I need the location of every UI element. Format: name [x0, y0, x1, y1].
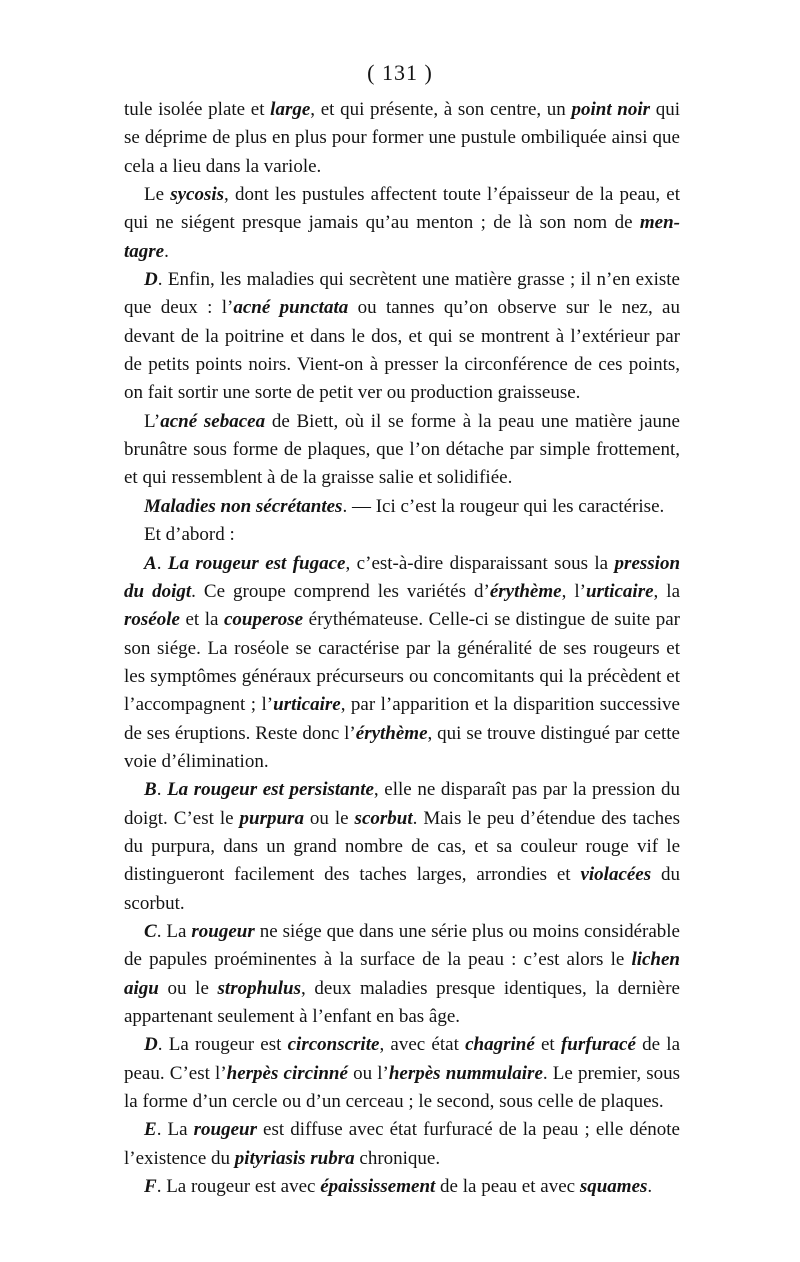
text-run: du scorbut.: [124, 864, 681, 914]
text-run: , avec état: [379, 1034, 466, 1056]
text-run: ou le: [158, 977, 218, 999]
italic-term: A: [144, 552, 157, 574]
paragraph: [124, 493, 680, 521]
text-run: et: [534, 1034, 561, 1056]
italic-term: herpès circinné: [226, 1062, 348, 1084]
paragraph: [124, 408, 680, 493]
text-run: Et d’abord :: [144, 524, 235, 546]
italic-term: point noir: [571, 99, 651, 120]
italic-term: couperose: [223, 609, 304, 631]
text-run: , deux maladies presque identiques, la dernière appartenant seulement à l’enfant en bas âge.: [124, 977, 680, 1027]
italic-term: E: [144, 1119, 157, 1141]
text-run: , qui se trouve distingué par cette voie d’élimination.: [124, 722, 680, 772]
text-run: érythémateuse. Celle-ci se distingue de suite par son siége. La roséole se caractérise par la généralité de ses rougeurs et les symptômes généraux précurseurs ou concomitants qui la précèdent et l’accompagnent ; l’: [124, 609, 680, 716]
italic-term: sycosis: [170, 184, 225, 206]
italic-term: large: [270, 99, 311, 120]
page-number: ( 131 ): [367, 60, 433, 85]
body-text: [124, 96, 680, 1201]
paragraph: [124, 521, 680, 549]
paragraph: [124, 918, 680, 1031]
text-run: .: [156, 779, 168, 801]
text-run: .: [647, 1176, 653, 1198]
text-run: , par l’apparition et la disparition successive de ses éruptions. Reste donc l’: [124, 694, 680, 744]
italic-term: épaississement: [320, 1176, 436, 1198]
italic-term: rougeur: [191, 920, 255, 942]
text-run: . La rougeur est: [157, 1034, 288, 1056]
text-run: ou l’: [347, 1062, 389, 1084]
text-run: , c’est-à-dire disparaissant sous la: [345, 552, 615, 574]
italic-term: érythème: [355, 722, 428, 744]
italic-term: urticaire: [273, 694, 341, 716]
text-run: , et qui présente, à son centre, un: [310, 99, 572, 120]
paragraph: [124, 266, 680, 408]
italic-term: mentagre: [124, 212, 680, 262]
italic-term: squames: [579, 1176, 648, 1198]
text-run: .: [156, 552, 168, 574]
text-run: , elle ne disparaît pas par la pression du doigt. C’est le: [124, 779, 680, 829]
italic-term: rougeur: [193, 1119, 257, 1141]
paragraph: [124, 550, 680, 777]
italic-term: lichen aigu: [124, 949, 680, 999]
italic-term: strophulus: [217, 977, 301, 999]
italic-term: pression du doigt: [124, 552, 681, 602]
italic-term: acné punctata: [233, 297, 349, 319]
text-run: , la: [653, 580, 681, 602]
text-run: . Mais le peu d’étendue des taches du purpura, dans un grand nombre de cas, et sa couleur rouge vif le distingueront facilement des taches larges, arrondies et: [124, 807, 680, 886]
text-run: , dont les pustules affectent toute l’épaisseur de la peau, et qui ne siégent presque jamais qu’au menton ; de là son nom de: [124, 184, 681, 234]
text-run: et la: [179, 609, 224, 631]
italic-term: scorbut: [354, 807, 413, 829]
text-run: Le: [144, 184, 171, 206]
italic-term: B: [144, 779, 157, 801]
paragraph: [124, 96, 680, 181]
italic-term: érythème: [489, 580, 562, 602]
text-run: de Biett, où il se forme à la peau une matière jaune brunâtre sous forme de plaques, que l’on détache par simple frottement, et qui ressemblent à de la graisse salie et solidifiée.: [124, 410, 680, 489]
text-run: . — Ici c’est la rougeur qui les caractérise.: [342, 495, 665, 517]
italic-term: F: [144, 1176, 157, 1198]
text-run: L’: [144, 410, 161, 432]
text-run: . La: [156, 1119, 194, 1141]
italic-term: violacées: [580, 864, 652, 886]
italic-term: herpès nummulaire: [388, 1062, 543, 1084]
text-run: tule isolée plate et: [124, 99, 271, 120]
text-run: . Le premier, sous la forme d’un cercle ou d’un cerceau ; le second, sous celle de plaques.: [124, 1062, 681, 1113]
text-run: de la peau et avec: [435, 1176, 580, 1198]
italic-term: purpura: [239, 807, 304, 829]
italic-term: acné sebacea: [160, 410, 266, 432]
italic-term: D: [144, 1034, 158, 1056]
text-run: . Ce groupe comprend les variétés d’: [191, 580, 490, 602]
italic-term: circonscrite: [287, 1034, 380, 1056]
paragraph: [124, 181, 680, 266]
text-run: est diffuse avec état furfuracé de la peau ; elle dénote l’existence du: [124, 1119, 680, 1169]
text-run: ou tannes qu’on observe sur le nez, au devant de la poitrine et dans le dos, et qui se montrent à l’extérieur par de petits points noirs. Vient-on à presser la circonférence de ces points, on fait sortir une sorte de petit ver ou production graisseuse.: [124, 297, 680, 404]
italic-term: furfuracé: [560, 1034, 636, 1056]
text-run: , l’: [561, 580, 586, 602]
text-run: ne siége que dans une série plus ou moins considérable de papules proéminentes à la surface de la peau : c’est alors le: [124, 920, 680, 971]
text-run: de la peau. C’est l’: [124, 1034, 680, 1084]
italic-term: D: [144, 269, 158, 291]
text-run: . La: [156, 920, 192, 942]
paragraph: [124, 776, 680, 918]
italic-term: roséole: [124, 609, 180, 631]
italic-term: urticaire: [585, 580, 654, 602]
italic-term: chagriné: [465, 1034, 535, 1056]
text-run: qui se déprime de plus en plus pour former une pustule ombiliquée ainsi que cela a lieu dans la variole.: [124, 99, 680, 177]
paragraph: [124, 1173, 680, 1201]
text-run: chronique.: [354, 1147, 441, 1169]
text-run: .: [164, 240, 169, 262]
text-run: . La rougeur est avec: [156, 1176, 321, 1198]
text-run: . Enfin, les maladies qui secrètent une matière grasse ; il n’en existe que deux : l’: [124, 269, 680, 319]
italic-term: La rougeur est fugace: [167, 552, 346, 574]
italic-term: pityriasis rubra: [234, 1147, 355, 1169]
text-run: ou le: [303, 807, 355, 829]
paragraph: [124, 1031, 680, 1116]
italic-term: La rougeur est persistante: [167, 779, 374, 801]
paragraph: [124, 1116, 680, 1173]
italic-term: C: [144, 920, 157, 942]
italic-term: Maladies non sécrétantes: [144, 495, 343, 517]
